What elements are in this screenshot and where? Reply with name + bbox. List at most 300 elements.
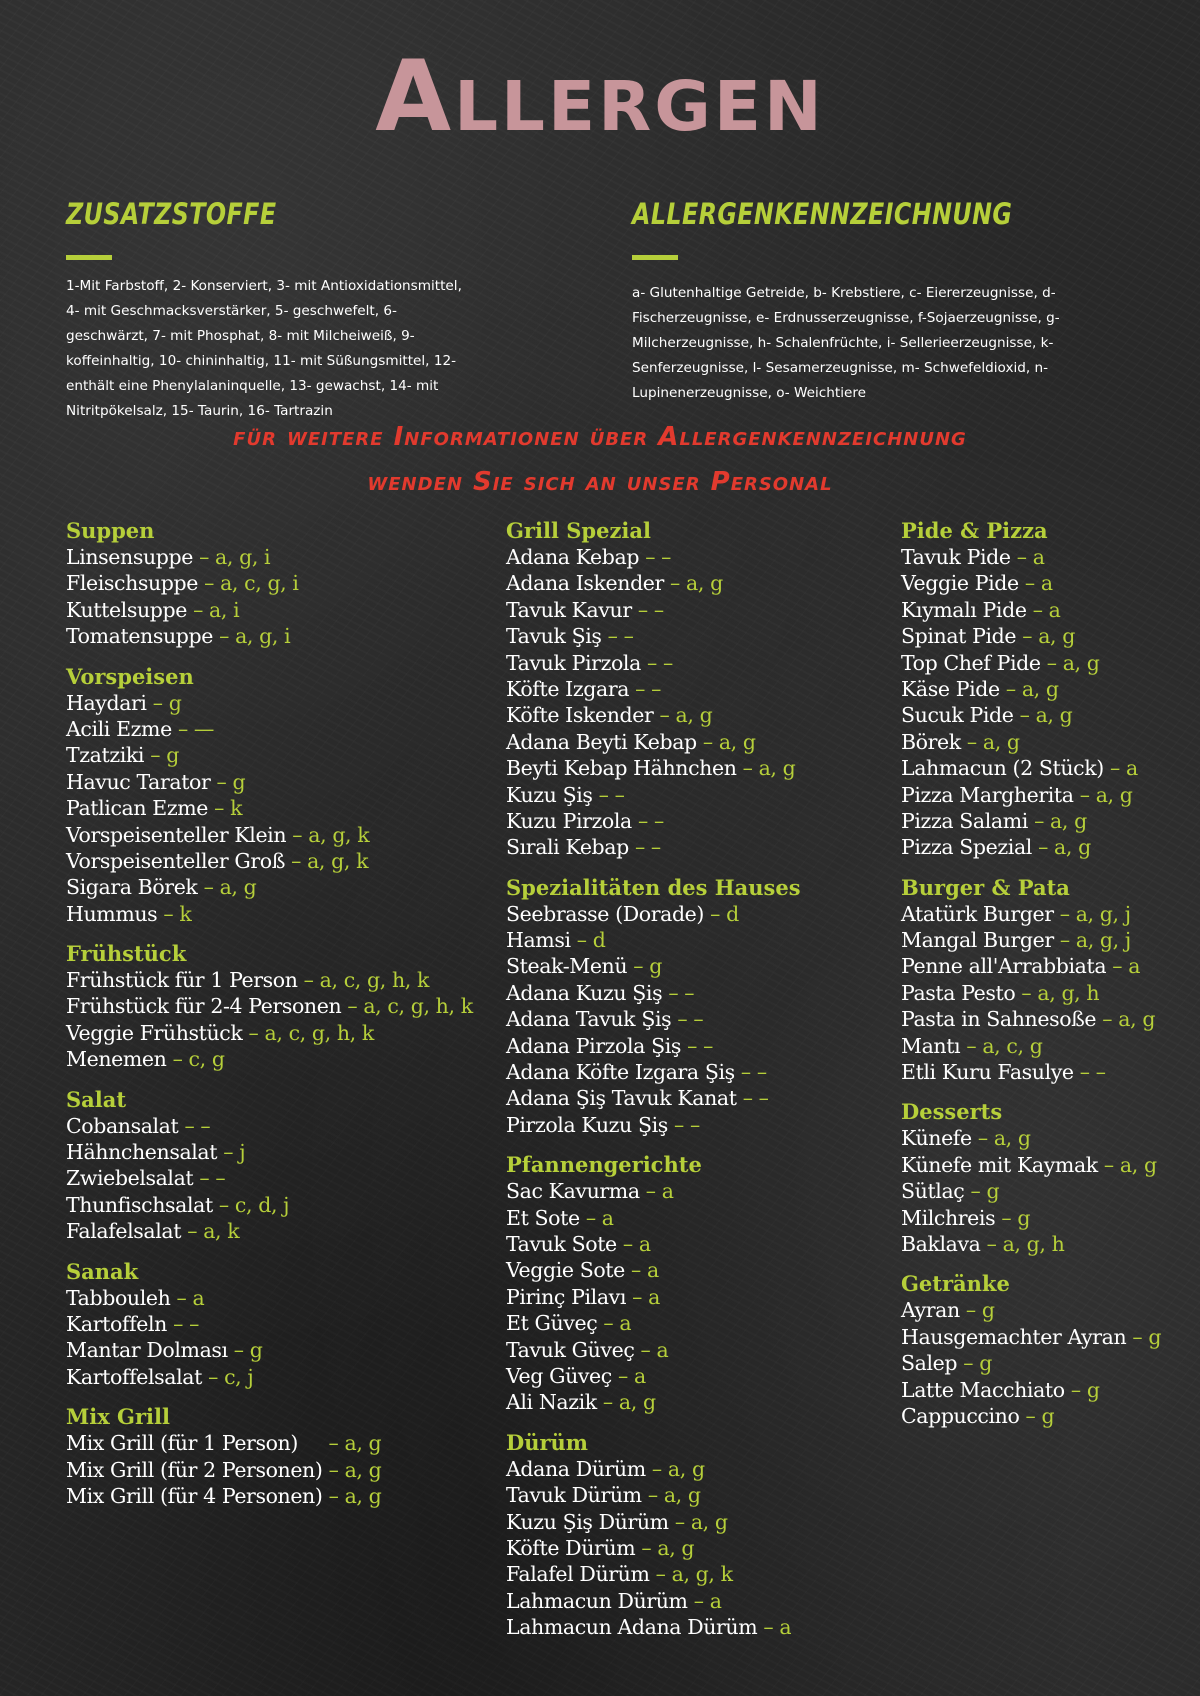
zusatzstoffe-line: 4- mit Geschmacksverstärker, 5- geschwefelt, 6- xyxy=(66,303,397,319)
menu-item-separator: – – xyxy=(635,676,661,701)
menu-item-allergen-codes: g xyxy=(649,954,662,979)
menu-item xyxy=(506,980,886,1006)
menu-item-separator: – xyxy=(1016,545,1027,569)
category-title: Spezialitäten des Hauses xyxy=(506,874,801,900)
category-title: Salat xyxy=(66,1086,127,1112)
menu-item-separator: – – xyxy=(677,1007,704,1032)
menu-item-allergen-codes: k xyxy=(230,796,243,821)
menu-item-name: Veggie Sote xyxy=(506,1258,625,1283)
menu-item-separator: – xyxy=(292,822,303,847)
menu-item-separator: – xyxy=(647,1483,658,1508)
menu-item-allergen-codes: a, g xyxy=(1050,808,1087,833)
menu-item xyxy=(901,650,1191,676)
menu-item-separator: – xyxy=(603,1311,614,1336)
menu-item-allergen-codes: g xyxy=(249,1338,263,1363)
menu-item-allergen-codes: a, g xyxy=(344,1431,382,1456)
menu-item xyxy=(66,1165,486,1191)
menu-item xyxy=(506,1509,886,1535)
category-salat xyxy=(66,1086,486,1245)
menu-item xyxy=(66,769,486,795)
menu-item-name: Sac Kavurma xyxy=(506,1179,640,1204)
menu-item-allergen-codes: a, g, k xyxy=(671,1562,733,1587)
menu-item-name: Falafelsalat xyxy=(66,1219,182,1244)
menu-item-name: Veggie Frühstück xyxy=(66,1020,243,1045)
menu-item-separator: – – xyxy=(674,1112,700,1137)
menu-column-left xyxy=(66,517,486,1522)
menu-item-separator: – – xyxy=(634,835,661,860)
allergen-line: Milcherzeugnisse, h- Schalenfrüchte, i- Sellerieerzeugnisse, k- xyxy=(632,335,1054,351)
category-title: Vorspeisen xyxy=(66,663,194,689)
menu-item-separator: – xyxy=(233,1338,244,1363)
menu-item-allergen-codes: a, g, h xyxy=(1037,980,1100,1005)
zusatzstoffe-line: koffeinhaltig, 10- chininhaltig, 11- mit Süßungsmittel, 12- xyxy=(66,353,457,369)
menu-item-allergen-codes: d xyxy=(726,901,739,926)
menu-item-separator: – xyxy=(214,796,224,821)
menu-item-name: Hamsi xyxy=(506,928,571,953)
menu-item xyxy=(901,1205,1191,1231)
menu-item-separator: – — xyxy=(177,716,215,741)
menu-item-name: Veg Güveç xyxy=(506,1363,612,1388)
menu-item xyxy=(506,808,886,834)
menu-item-separator: – xyxy=(1001,1205,1012,1230)
menu-item-separator: – xyxy=(710,901,720,926)
menu-item xyxy=(66,1311,486,1337)
menu-item xyxy=(506,1085,886,1111)
menu-item-separator: – xyxy=(585,1205,596,1230)
category-mix-grill xyxy=(66,1403,486,1509)
menu-item-allergen-codes: g xyxy=(979,1351,992,1376)
menu-item xyxy=(66,822,486,848)
menu-item xyxy=(901,1006,1191,1032)
menu-item-name: Sütlaç xyxy=(901,1179,965,1204)
menu-item-separator: – xyxy=(208,1364,218,1389)
menu-item-separator: – xyxy=(693,1588,704,1613)
menu-item-name: Mangal Burger xyxy=(901,928,1054,953)
menu-item-allergen-codes: a xyxy=(1125,756,1138,781)
menu-item-separator: – xyxy=(655,1562,666,1587)
menu-column-middle xyxy=(506,517,886,1653)
menu-item-separator: – xyxy=(659,703,670,728)
menu-item-separator: – xyxy=(152,690,163,715)
menu-item xyxy=(901,953,1191,979)
menu-item-allergen-codes: a, c, g, i xyxy=(220,571,299,596)
menu-item-name: Künefe xyxy=(901,1126,972,1151)
menu-item-name: Ayran xyxy=(901,1298,960,1323)
menu-item xyxy=(901,927,1191,953)
menu-item-name: Tavuk Pirzola xyxy=(506,650,641,675)
menu-item xyxy=(66,716,486,742)
category-desserts xyxy=(901,1098,1191,1257)
menu-item-allergen-codes: a, c, g, h, k xyxy=(264,1020,374,1045)
menu-item-separator: – – xyxy=(1079,1060,1106,1085)
menu-item-name: Pizza Margherita xyxy=(901,782,1074,807)
menu-item-name: Kıymalı Pide xyxy=(901,597,1027,622)
category-vorspeisen xyxy=(66,663,486,928)
menu-item-separator: – xyxy=(223,1140,234,1165)
menu-item xyxy=(506,597,886,623)
menu-item xyxy=(506,782,886,808)
menu-item-name: Kuzu Şiş xyxy=(506,782,593,807)
allergen-text xyxy=(632,281,1172,406)
menu-item-separator: – xyxy=(1103,1152,1114,1177)
menu-item xyxy=(506,1178,886,1204)
menu-item-allergen-codes: a, g xyxy=(1021,676,1059,701)
menu-item-name: Kuttelsuppe xyxy=(66,597,187,622)
menu-item xyxy=(506,1614,886,1640)
menu-item-name: Sucuk Pide xyxy=(901,703,1014,728)
menu-item-separator: – – xyxy=(742,1086,769,1111)
menu-item xyxy=(66,848,486,874)
menu-item-allergen-codes: g xyxy=(1086,1377,1100,1402)
menu-item-name: Et Güveç xyxy=(506,1311,598,1336)
menu-item xyxy=(901,834,1191,860)
menu-item-separator: – – xyxy=(687,1033,713,1058)
menu-item-separator: – xyxy=(304,1431,339,1456)
menu-item-separator: – xyxy=(963,1351,974,1376)
menu-item-name: Pizza Spezial xyxy=(901,835,1032,860)
menu-item-separator: – xyxy=(219,624,229,649)
menu-item-separator: – – xyxy=(173,1311,199,1336)
menu-item-separator: – xyxy=(1025,1403,1036,1428)
menu-item-allergen-codes: c, j xyxy=(224,1364,254,1389)
menu-item-allergen-codes: c, g xyxy=(188,1047,225,1072)
menu-item-name: Tavuk Pide xyxy=(901,545,1011,569)
menu-item xyxy=(506,1363,886,1389)
menu-item xyxy=(66,623,486,649)
menu-item-name: Latte Macchiato xyxy=(901,1377,1065,1402)
menu-item xyxy=(506,927,886,953)
menu-item-name: Sigara Börek xyxy=(66,875,198,900)
allergen-line: Senferzeugnisse, l- Sesamerzeugnisse, m- Schwefeldioxid, n- xyxy=(632,360,1049,376)
menu-item-allergen-codes: a xyxy=(1032,545,1045,569)
menu-item-name: Frühstück für 1 Person xyxy=(66,968,298,993)
menu-item-name: Pasta Pesto xyxy=(901,980,1016,1005)
menu-item xyxy=(506,1337,886,1363)
menu-item-name: Tavuk Kavur xyxy=(506,597,632,622)
menu-item-allergen-codes: a, g xyxy=(657,1535,695,1560)
menu-item-allergen-codes: a, g xyxy=(1054,835,1091,860)
menu-item-allergen-codes: a, g xyxy=(993,1126,1031,1151)
menu-item-name: Fleischsuppe xyxy=(66,571,198,596)
menu-item xyxy=(66,1139,486,1165)
menu-item-separator: – xyxy=(1021,980,1032,1005)
menu-item xyxy=(506,953,886,979)
menu-item-separator: – xyxy=(193,597,203,622)
notice-line-2: wenden Sie sich an unser Personal xyxy=(367,467,833,497)
menu-item-separator: – xyxy=(633,954,644,979)
menu-item-allergen-codes: c, d, j xyxy=(234,1192,290,1217)
menu-item-separator: – xyxy=(631,1258,641,1283)
menu-item-separator: – xyxy=(986,1231,997,1256)
menu-item xyxy=(901,1377,1191,1403)
menu-item xyxy=(901,597,1191,623)
menu-item-separator: – xyxy=(1046,650,1057,675)
menu-item-allergen-codes: a, g, h xyxy=(1002,1231,1065,1256)
menu-item-allergen-codes: a, g xyxy=(675,703,713,728)
menu-item-name: Köfte Dürüm xyxy=(506,1535,636,1560)
menu-item-allergen-codes: a xyxy=(1128,954,1141,979)
menu-item xyxy=(901,755,1191,781)
menu-item-allergen-codes: a, g xyxy=(344,1457,382,1482)
menu-item-separator: – xyxy=(966,729,977,754)
menu-item-name: Tabbouleh xyxy=(66,1285,171,1310)
menu-item-allergen-codes: a, g, k xyxy=(308,822,370,847)
menu-item-separator: – xyxy=(1070,1377,1081,1402)
menu-item xyxy=(506,1482,886,1508)
menu-item xyxy=(506,702,886,728)
category-title: Desserts xyxy=(901,1099,1003,1125)
menu-item-allergen-codes: a, i xyxy=(209,597,240,622)
menu-item-name: Adana Kuzu Şiş xyxy=(506,980,663,1005)
menu-item-name: Tavuk Dürüm xyxy=(506,1483,642,1508)
menu-item-separator: – xyxy=(645,1179,656,1204)
menu-item-separator: – xyxy=(328,1483,339,1508)
menu-item-separator: – xyxy=(1024,571,1035,596)
menu-item-allergen-codes: a, g xyxy=(982,729,1020,754)
menu-item-name: Etli Kuru Fasulye xyxy=(901,1060,1074,1085)
menu-item xyxy=(506,544,886,570)
menu-item-allergen-codes: g xyxy=(1041,1403,1055,1428)
menu-item xyxy=(66,1218,486,1244)
menu-item-separator: – xyxy=(1005,676,1016,701)
menu-item-name: Spinat Pide xyxy=(901,624,1017,649)
allergen-divider xyxy=(632,255,678,260)
menu-item-separator: – xyxy=(1034,808,1044,833)
menu-item-allergen-codes: d xyxy=(592,928,606,953)
menu-item-name: Vorspeisenteller Klein xyxy=(66,822,287,847)
menu-item-name: Adana Dürüm xyxy=(506,1456,646,1481)
menu-item xyxy=(901,1178,1191,1204)
menu-item-name: Adana Tavuk Şiş xyxy=(506,1007,672,1032)
zusatzstoffe-text xyxy=(66,274,586,424)
menu-item-name: Penne all'Arrabbiata xyxy=(901,954,1107,979)
category-title: Pfannengerichte xyxy=(506,1152,702,1178)
menu-item-allergen-codes: a xyxy=(192,1285,205,1310)
menu-item xyxy=(66,742,486,768)
menu-item-allergen-codes: a, g xyxy=(219,875,257,900)
menu-item xyxy=(506,1456,886,1482)
menu-item-name: Frühstück für 2-4 Personen xyxy=(66,994,342,1019)
menu-item-separator: – – xyxy=(607,624,634,649)
category-title: Pide & Pizza xyxy=(901,518,1048,543)
zusatzstoffe-line: 1-Mit Farbstoff, 2- Konserviert, 3- mit Antioxidationsmittel, xyxy=(66,278,462,294)
menu-item-allergen-codes: a, g xyxy=(1119,1152,1157,1177)
menu-item-name: Adana Kebap xyxy=(506,545,640,569)
menu-item-separator: – xyxy=(618,1363,628,1388)
menu-item-separator: – xyxy=(966,1033,977,1058)
menu-item xyxy=(901,544,1191,570)
menu-item-separator: – xyxy=(576,928,587,953)
menu-item-allergen-codes: a, c, g, h, k xyxy=(319,968,430,993)
menu-item-separator: – – xyxy=(668,980,695,1005)
menu-item-name: Beyti Kebap Hähnchen xyxy=(506,756,737,781)
menu-item-name: Lahmacun Dürüm xyxy=(506,1588,688,1613)
category-pfannengerichte xyxy=(506,1151,886,1416)
menu-item-separator: – xyxy=(216,769,227,794)
menu-item xyxy=(66,967,486,993)
menu-item-separator: – xyxy=(674,1509,685,1534)
category-dueruem xyxy=(506,1429,886,1641)
category-title: Suppen xyxy=(66,518,155,543)
menu-item xyxy=(506,729,886,755)
menu-item-separator: – xyxy=(172,1047,183,1072)
menu-item-separator: – – xyxy=(637,808,664,833)
menu-item xyxy=(901,570,1191,596)
menu-item-name: Adana Beyti Kebap xyxy=(506,729,697,754)
category-pide-pizza xyxy=(901,517,1191,861)
category-title: Sanak xyxy=(66,1258,139,1284)
menu-item-separator: – xyxy=(163,901,174,926)
menu-item-separator: – xyxy=(965,1298,976,1323)
menu-item-name: Hausgemachter Ayran xyxy=(901,1324,1127,1349)
menu-item-separator: – xyxy=(303,968,314,993)
menu-item-separator: – xyxy=(622,1231,633,1256)
menu-item xyxy=(506,1205,886,1231)
menu-item-name: Veggie Pide xyxy=(901,571,1019,596)
menu-item-allergen-codes: a xyxy=(656,1337,669,1362)
menu-item xyxy=(901,782,1191,808)
menu-item xyxy=(901,1350,1191,1376)
menu-item-separator: – xyxy=(1059,928,1070,953)
zusatzstoffe-line: Nitritpökelsalz, 15- Taurin, 16- Tartrazin xyxy=(66,403,333,419)
menu-item-name: Köfte Izgara xyxy=(506,676,630,701)
page-title: Allergen xyxy=(375,40,825,154)
menu-item-allergen-codes: g xyxy=(1148,1324,1162,1349)
menu-item-allergen-codes: a xyxy=(638,1231,651,1256)
menu-item-name: Thunfischsalat xyxy=(66,1192,213,1217)
menu-item-allergen-codes: a xyxy=(619,1311,632,1336)
menu-item-separator: – xyxy=(1102,1007,1113,1032)
menu-item-name: Pizza Salami xyxy=(901,808,1028,833)
menu-item xyxy=(901,1033,1191,1059)
menu-item xyxy=(66,597,486,623)
menu-item-name: Milchreis xyxy=(901,1205,996,1230)
menu-item xyxy=(506,1257,886,1283)
menu-item-separator: – xyxy=(742,756,753,781)
menu-item xyxy=(506,1284,886,1310)
menu-item-separator: – xyxy=(248,1020,259,1045)
menu-item-name: Lahmacun Adana Dürüm xyxy=(506,1615,758,1640)
menu-item-allergen-codes: a xyxy=(601,1205,614,1230)
category-spezialitaeten-des-hauses xyxy=(506,874,886,1139)
menu-item-allergen-codes: g xyxy=(166,743,179,768)
menu-item-name: Mantar Dolması xyxy=(66,1338,228,1363)
menu-item-allergen-codes: a, g, k xyxy=(307,848,369,873)
menu-item xyxy=(901,1152,1191,1178)
menu-item-allergen-codes: g xyxy=(981,1298,995,1323)
menu-item-separator: – xyxy=(602,1390,613,1415)
menu-item xyxy=(506,623,886,649)
menu-item-separator: – xyxy=(1032,597,1043,622)
menu-item-name: Cobansalat xyxy=(66,1113,179,1138)
menu-item-name: Tavuk Şiş xyxy=(506,624,602,649)
zusatzstoffe-divider xyxy=(66,255,112,260)
menu-item-separator: – xyxy=(640,1337,651,1362)
menu-item xyxy=(901,1324,1191,1350)
menu-item-separator: – xyxy=(1132,1324,1143,1349)
menu-item xyxy=(66,1046,486,1072)
menu-item-allergen-codes: a, g xyxy=(667,1456,705,1481)
menu-item-separator: – xyxy=(204,571,214,596)
menu-item-allergen-codes: a, g xyxy=(663,1483,701,1508)
menu-item xyxy=(506,834,886,860)
menu-item-allergen-codes: g xyxy=(1017,1205,1031,1230)
menu-item xyxy=(901,1059,1191,1085)
menu-item-name: Atatürk Burger xyxy=(901,901,1054,926)
menu-item-name: Kartoffeln xyxy=(66,1311,167,1336)
menu-item-separator: – – xyxy=(184,1113,211,1138)
menu-item-allergen-codes: a, g xyxy=(1038,624,1075,649)
menu-item-name: Kartoffelsalat xyxy=(66,1364,202,1389)
menu-item-separator: – xyxy=(763,1615,774,1640)
menu-item-name: Köfte Iskender xyxy=(506,703,654,728)
menu-item-separator: – xyxy=(970,1179,981,1204)
menu-item xyxy=(506,1033,886,1059)
menu-item xyxy=(506,1588,886,1614)
menu-item xyxy=(506,1535,886,1561)
menu-item-allergen-codes: a xyxy=(648,1284,660,1309)
menu-item-name: Kuzu Pirzola xyxy=(506,808,632,833)
category-title: Mix Grill xyxy=(66,1404,170,1430)
menu-item xyxy=(66,795,486,821)
menu-item-allergen-codes: a, g xyxy=(686,571,723,596)
menu-item-name: Mantı xyxy=(901,1033,961,1058)
menu-item-allergen-codes: a, g xyxy=(618,1390,656,1415)
menu-item xyxy=(901,623,1191,649)
menu-item-separator: – xyxy=(347,994,358,1019)
menu-item-allergen-codes: a, g xyxy=(758,756,796,781)
menu-item-allergen-codes: a, g, i xyxy=(235,624,291,649)
menu-item-separator: – xyxy=(1019,703,1030,728)
menu-item xyxy=(506,1561,886,1587)
menu-item-name: Havuc Tarator xyxy=(66,769,211,794)
menu-item xyxy=(901,1231,1191,1257)
menu-item-allergen-codes: a xyxy=(661,1179,674,1204)
menu-item xyxy=(506,570,886,596)
menu-item-separator: – xyxy=(651,1456,662,1481)
menu-item-name: Linsensuppe xyxy=(66,545,193,569)
menu-item-separator: – xyxy=(702,729,713,754)
menu-item-name: Acili Ezme xyxy=(66,716,172,741)
menu-item-allergen-codes: a, g xyxy=(718,729,756,754)
category-sanak xyxy=(66,1258,486,1391)
menu-item-separator: – xyxy=(187,1219,198,1244)
menu-item-separator: – xyxy=(632,1284,642,1309)
menu-item xyxy=(66,1192,486,1218)
menu-item xyxy=(506,650,886,676)
menu-item-allergen-codes: a, g xyxy=(344,1483,382,1508)
menu-item-separator: – – xyxy=(598,782,625,807)
menu-item-separator: – xyxy=(1022,624,1033,649)
menu-item-name: Zwiebelsalat xyxy=(66,1166,194,1191)
menu-item-name: Falafel Dürüm xyxy=(506,1562,650,1587)
menu-item-name: Hähnchensalat xyxy=(66,1140,218,1165)
menu-item-name: Vorspeisenteller Groß xyxy=(66,848,285,873)
menu-item-separator: – xyxy=(328,1457,339,1482)
menu-item xyxy=(506,755,886,781)
category-getraenke xyxy=(901,1270,1191,1429)
menu-item-name: Mix Grill (für 1 Person) xyxy=(66,1431,298,1456)
menu-item-separator: – xyxy=(291,848,301,873)
allergen-line: Fischerzeugnisse, e- Erdnusserzeugnisse, f-Sojaerzeugnisse, g- xyxy=(632,310,1060,326)
menu-item xyxy=(506,1006,886,1032)
menu-item-name: Adana Iskender xyxy=(506,571,664,596)
menu-column-right xyxy=(901,517,1191,1442)
menu-item-name: Tomatensuppe xyxy=(66,624,213,649)
menu-item-separator: – xyxy=(199,545,209,569)
menu-item-separator: – xyxy=(1059,901,1070,926)
category-title: Grill Spezial xyxy=(506,518,651,543)
